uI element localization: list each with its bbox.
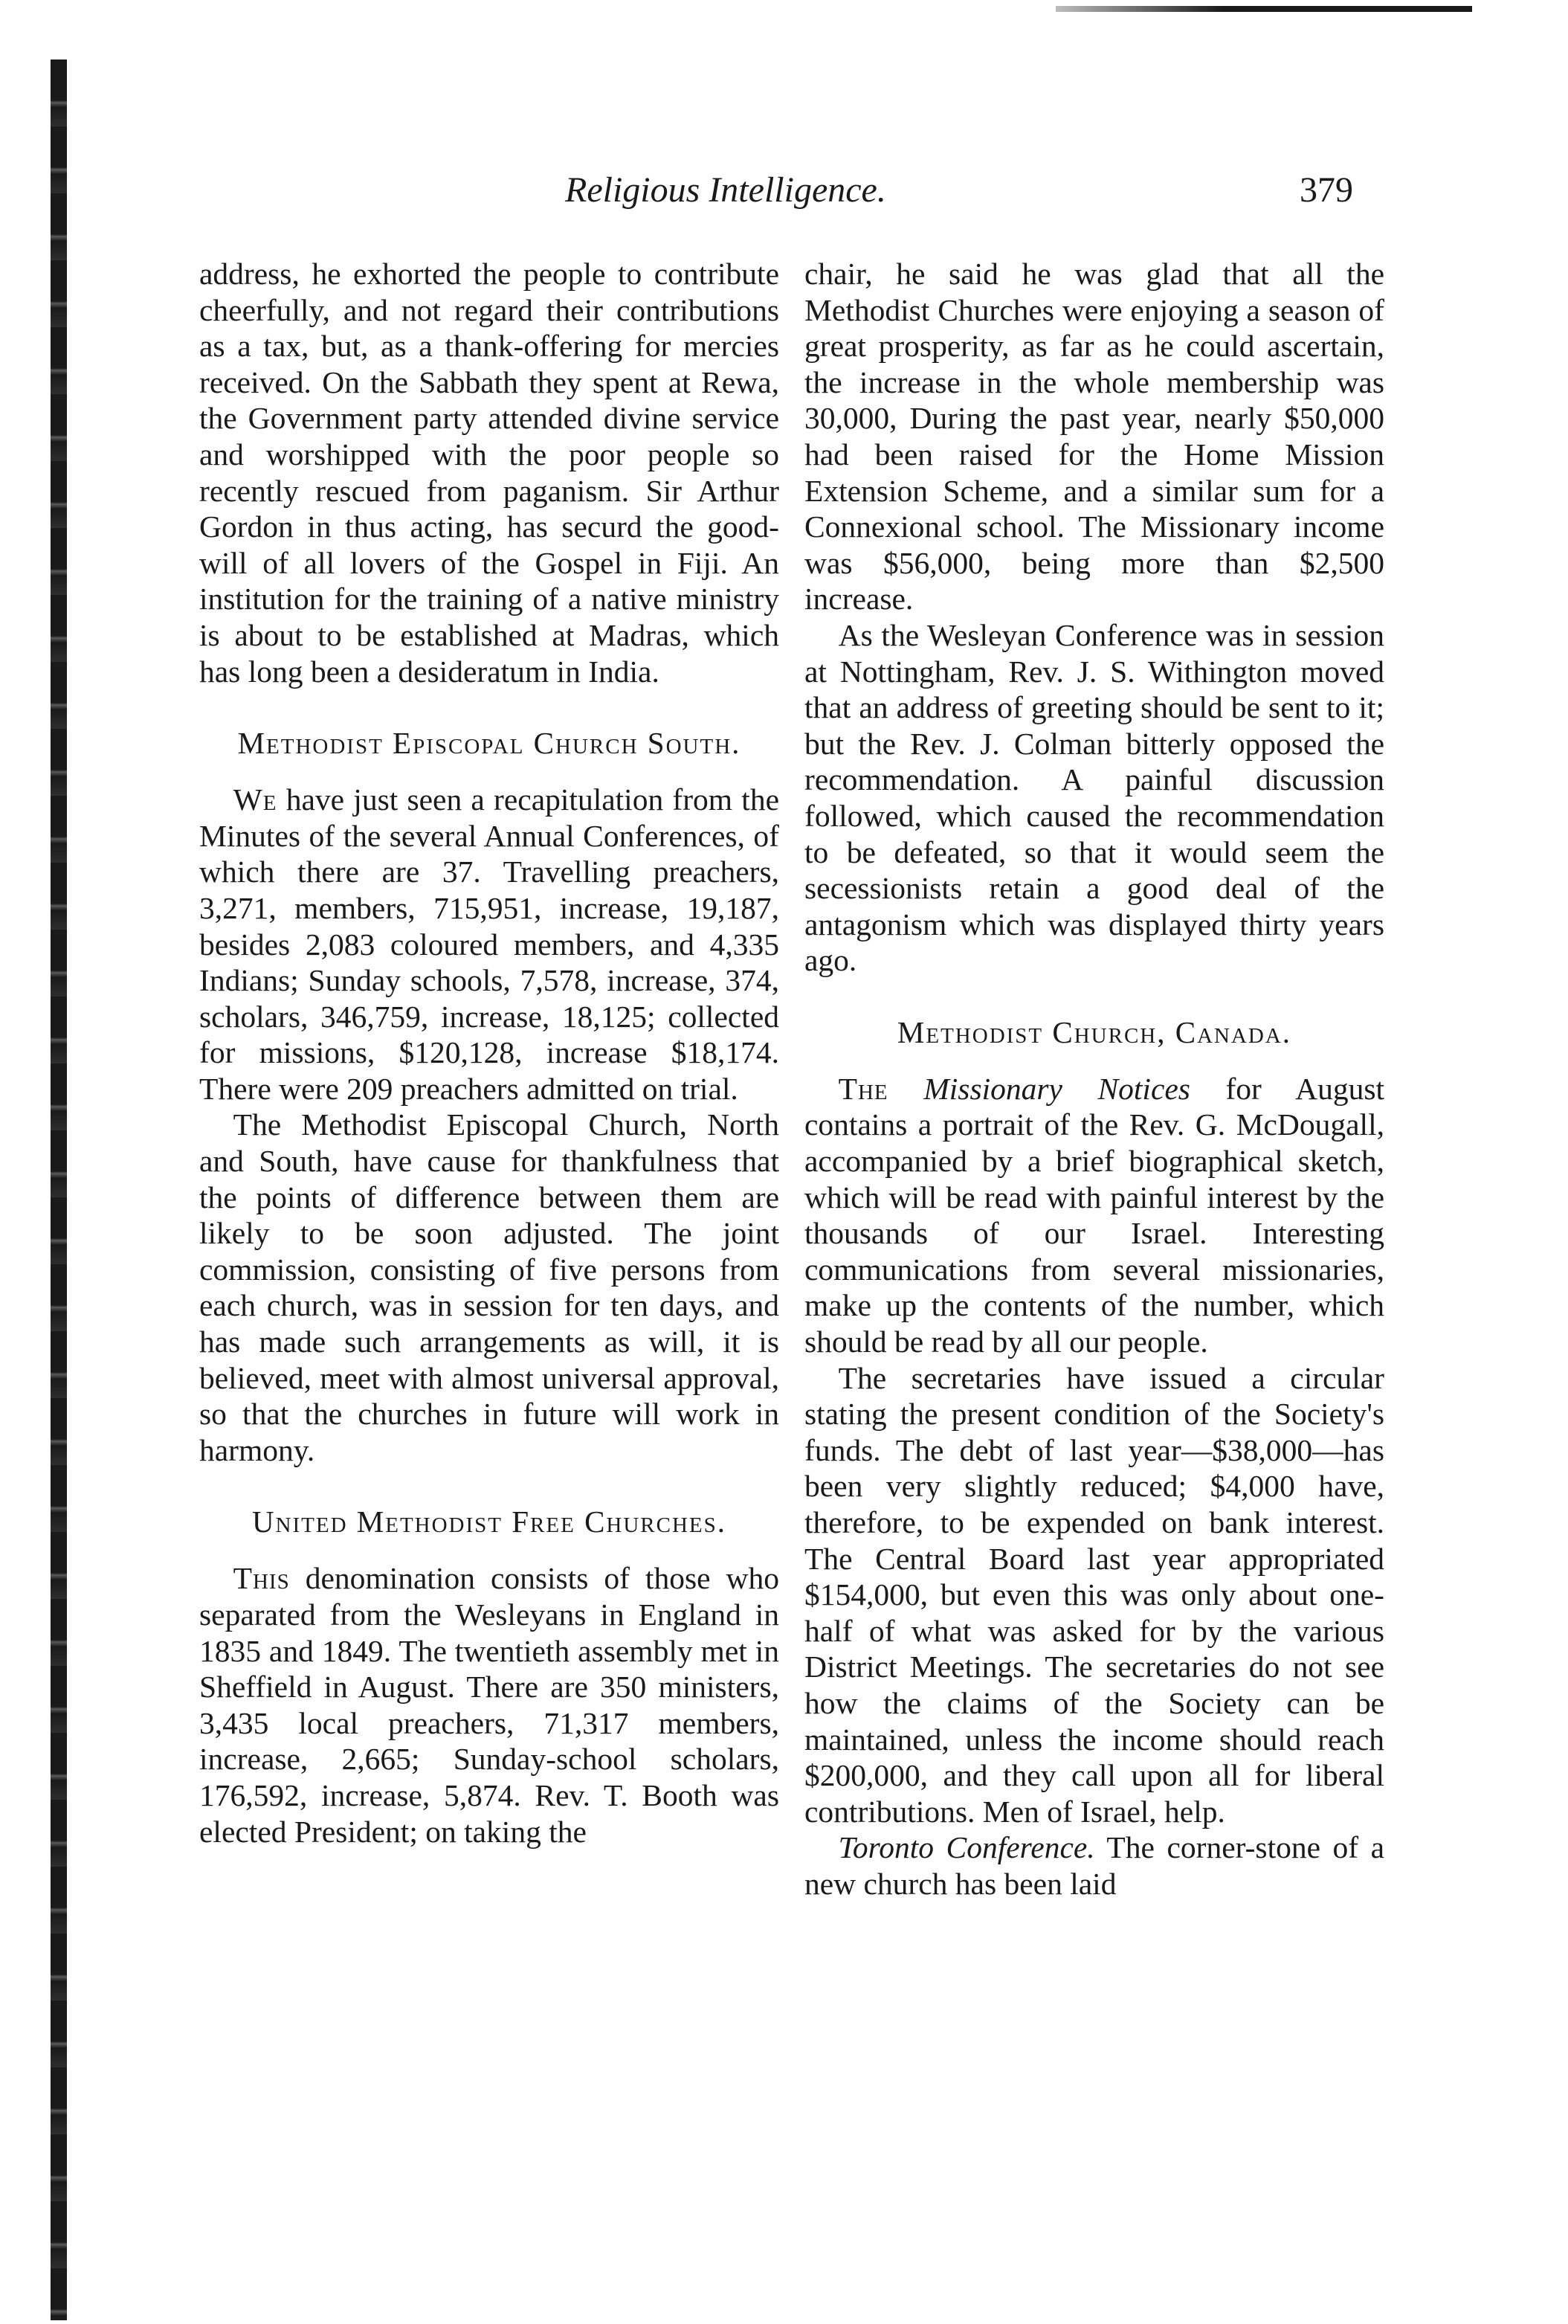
right-column [804, 256, 1384, 1902]
running-title: Religious Intelligence. [565, 170, 886, 210]
paragraph [199, 782, 779, 1107]
paragraph [199, 1560, 779, 1850]
left-column [199, 256, 779, 1850]
section-heading: Methodist Church, Canada. [897, 1014, 1292, 1049]
publication-title: Missionary Notices [923, 1071, 1190, 1106]
paragraph-text: denomination consists of those who separated from the Wesleyans in England in 1835 and 1849. The twentieth assembly met in Sheffield in August. There are 350 ministers, 3,435 local preachers, 71,317 members, increase, 2,665; Sunday-school scholars, 176,592, increase, 5,874. Rev. T. Booth was elected President; on taking the [199, 1561, 779, 1849]
paragraph-opener: This [233, 1561, 290, 1596]
binding-edge [51, 59, 67, 2320]
page-number: 379 [1300, 170, 1353, 210]
paragraph [804, 1829, 1384, 1902]
paragraph-opener: The [838, 1071, 888, 1106]
top-rule [1056, 6, 1472, 12]
paragraph-opener: We [233, 782, 277, 817]
paragraph: chair, he said he was glad that all the Methodist Churches were enjoying a season of great prosperity, as far as he could ascertain, the increase in the whole membership was 30,000, During the past year, nearly $50,000 had been raised for the Home Mission Extension Scheme, and a similar sum for a Connexional school. The Missionary income was $56,000, being more than $2,500 increase. [804, 257, 1384, 617]
paragraph: address, he exhorted the people to contribute cheerfully, and not regard their contributions as a tax, but, as a thank-offering for mercies received. On the Sabbath they spent at Rewa, the Government party attended divine service and worshipped with the poor people so recently rescued from paganism. Sir Arthur Gordon in thus acting, has securd the good-will of all lovers of the Gospel in Fiji. An institution for the training of a native ministry is about to be established at Madras, which has long been a desideratum in India. [199, 257, 779, 689]
paragraph: The Methodist Episcopal Church, North and South, have cause for thankfulness that the points of difference between them are likely to be soon adjusted. The joint commission, consisting of five persons from each church, was in session for ten days, and has made such arrangements as will, it is believed, meet with almost universal approval, so that the churches in future will work in harmony. [199, 1107, 779, 1467]
paragraph [804, 1071, 1384, 1360]
section-heading: Methodist Episcopal Church South. [237, 726, 741, 761]
paragraph-text: have just seen a recapitulation from the Minutes of the several Annual Conferences, of which there are 37. Travelling preachers, 3,271, members, 715,951, increase, 19,187, besides 2,083 coloured members, and 4,335 Indians; Sunday schools, 7,578, increase, 374, scholars, 346,759, increase, 18,125; collected for missions, $120,128, increase $18,174. There were 209 preachers admitted on trial. [199, 782, 779, 1106]
paragraph-text: for August contains a portrait of the Rev. G. McDougall, accompanied by a brief biographical sketch, which will be read with painful interest by the thousands of our Israel. Interesting communications from several missionaries, make up the contents of the number, which should be read by all our people. [804, 1071, 1385, 1359]
paragraph: As the Wesleyan Conference was in session at Nottingham, Rev. J. S. Withington moved that an address of greeting should be sent to it; but the Rev. J. Colman bitterly opposed the recommendation. A painful discussion followed, which caused the recommendation to be defeated, so that it would seem the secessionists retain a good deal of the antagonism which was displayed thirty years ago. [804, 617, 1384, 978]
paragraph: The secretaries have issued a circular stating the present condition of the Society's funds. The debt of last year—$38,000—has been very slightly reduced; $4,000 have, therefore, to be expended on bank interest. The Central Board last year appropriated $154,000, but even this was only about one-half of what was asked for by the various District Meetings. The secretaries do not see how the claims of the Society can be maintained, unless the income should reach $200,000, and they call upon all for liberal contributions. Men of Israel, help. [804, 1360, 1384, 1829]
section-heading: United Methodist Free Churches. [251, 1504, 727, 1539]
paragraph-text: The corner-stone of a new church has been laid [804, 1830, 1385, 1901]
subsection-label: Toronto Conference. [838, 1830, 1095, 1865]
